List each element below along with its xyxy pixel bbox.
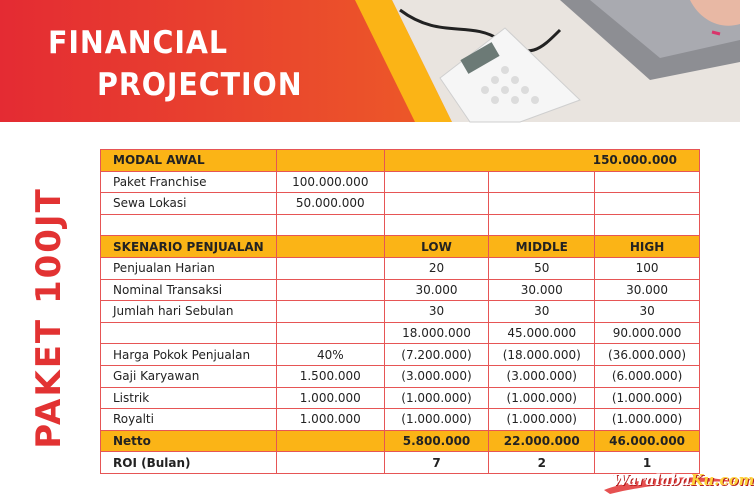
header-banner <box>0 0 740 122</box>
scenario-high-header: HIGH <box>595 236 700 258</box>
empty-cell <box>595 193 700 215</box>
hpp-label: Harga Pokok Penjualan <box>101 344 277 366</box>
modal-awal-total: 150.000.000 <box>384 150 699 172</box>
nominal-transaksi-low: 30.000 <box>384 279 489 301</box>
jumlah-hari-high: 30 <box>595 301 700 323</box>
table-row-gaji <box>101 365 700 387</box>
package-side-label: PAKET 100JT <box>29 187 69 449</box>
empty-cell <box>276 150 384 172</box>
penjualan-harian-label: Penjualan Harian <box>101 257 277 279</box>
gaji-label: Gaji Karyawan <box>101 365 277 387</box>
netto-middle: 22.000.000 <box>489 430 595 452</box>
listrik-low: (1.000.000) <box>384 387 489 409</box>
empty-cell <box>276 279 384 301</box>
empty-cell <box>276 301 384 323</box>
hpp-high: (36.000.000) <box>595 344 700 366</box>
roi-middle: 2 <box>489 452 595 474</box>
nominal-transaksi-middle: 30.000 <box>489 279 595 301</box>
netto-label: Netto <box>101 430 277 452</box>
empty-cell <box>276 214 384 236</box>
page-title-line2: PROJECTION <box>97 67 303 103</box>
table-row-skenario <box>101 236 700 258</box>
scenario-low-header: LOW <box>384 236 489 258</box>
gaji-low: (3.000.000) <box>384 365 489 387</box>
jumlah-hari-middle: 30 <box>489 301 595 323</box>
penjualan-harian-high: 100 <box>595 257 700 279</box>
sewa-lokasi-label: Sewa Lokasi <box>101 193 277 215</box>
omzet-high: 90.000.000 <box>595 322 700 344</box>
penjualan-harian-low: 20 <box>384 257 489 279</box>
scenario-middle-header: MIDDLE <box>489 236 595 258</box>
royalti-value: 1.000.000 <box>276 409 384 431</box>
empty-cell <box>276 430 384 452</box>
empty-cell <box>276 236 384 258</box>
royalti-label: Royalti <box>101 409 277 431</box>
empty-cell <box>101 214 277 236</box>
empty-cell <box>489 214 595 236</box>
page-title-line1: FINANCIAL <box>48 25 228 61</box>
netto-high: 46.000.000 <box>595 430 700 452</box>
hpp-middle: (18.000.000) <box>489 344 595 366</box>
empty-cell <box>276 452 384 474</box>
skenario-label: SKENARIO PENJUALAN <box>101 236 277 258</box>
desk-photo-image <box>0 0 740 122</box>
royalti-middle: (1.000.000) <box>489 409 595 431</box>
table-row-royalti <box>101 409 700 431</box>
empty-cell <box>276 257 384 279</box>
gaji-high: (6.000.000) <box>595 365 700 387</box>
royalti-low: (1.000.000) <box>384 409 489 431</box>
table-row-paket-franchise <box>101 171 700 193</box>
nominal-transaksi-label: Nominal Transaksi <box>101 279 277 301</box>
listrik-middle: (1.000.000) <box>489 387 595 409</box>
roi-low: 7 <box>384 452 489 474</box>
watermark-part2: Ku.com <box>690 471 754 489</box>
table-row-listrik <box>101 387 700 409</box>
table-row-omzet <box>101 322 700 344</box>
watermark-part1: Waralaba <box>612 471 691 489</box>
listrik-high: (1.000.000) <box>595 387 700 409</box>
listrik-label: Listrik <box>101 387 277 409</box>
empty-cell <box>489 171 595 193</box>
table-row-spacer <box>101 214 700 236</box>
omzet-low: 18.000.000 <box>384 322 489 344</box>
empty-cell <box>384 193 489 215</box>
table-row-nominal-transaksi <box>101 279 700 301</box>
netto-low: 5.800.000 <box>384 430 489 452</box>
modal-awal-label: MODAL AWAL <box>101 150 277 172</box>
hpp-low: (7.200.000) <box>384 344 489 366</box>
omzet-middle: 45.000.000 <box>489 322 595 344</box>
roi-label: ROI (Bulan) <box>101 452 277 474</box>
nominal-transaksi-high: 30.000 <box>595 279 700 301</box>
gaji-value: 1.500.000 <box>276 365 384 387</box>
financial-projection-table <box>100 149 700 474</box>
gaji-middle: (3.000.000) <box>489 365 595 387</box>
table-row-sewa-lokasi <box>101 193 700 215</box>
table-row-modal-awal <box>101 150 700 172</box>
empty-cell <box>489 193 595 215</box>
table-row-penjualan-harian <box>101 257 700 279</box>
table-row-hpp <box>101 344 700 366</box>
jumlah-hari-low: 30 <box>384 301 489 323</box>
royalti-high: (1.000.000) <box>595 409 700 431</box>
empty-cell <box>384 171 489 193</box>
table-row-jumlah-hari <box>101 301 700 323</box>
sewa-lokasi-value: 50.000.000 <box>276 193 384 215</box>
penjualan-harian-middle: 50 <box>489 257 595 279</box>
listrik-value: 1.000.000 <box>276 387 384 409</box>
hpp-percent: 40% <box>276 344 384 366</box>
empty-cell <box>276 322 384 344</box>
table-row-netto <box>101 430 700 452</box>
empty-cell <box>384 214 489 236</box>
jumlah-hari-label: Jumlah hari Sebulan <box>101 301 277 323</box>
empty-cell <box>595 171 700 193</box>
empty-cell <box>101 322 277 344</box>
paket-franchise-label: Paket Franchise <box>101 171 277 193</box>
watermark-logo <box>612 471 754 489</box>
paket-franchise-value: 100.000.000 <box>276 171 384 193</box>
roi-high: 1 <box>595 452 700 474</box>
empty-cell <box>595 214 700 236</box>
